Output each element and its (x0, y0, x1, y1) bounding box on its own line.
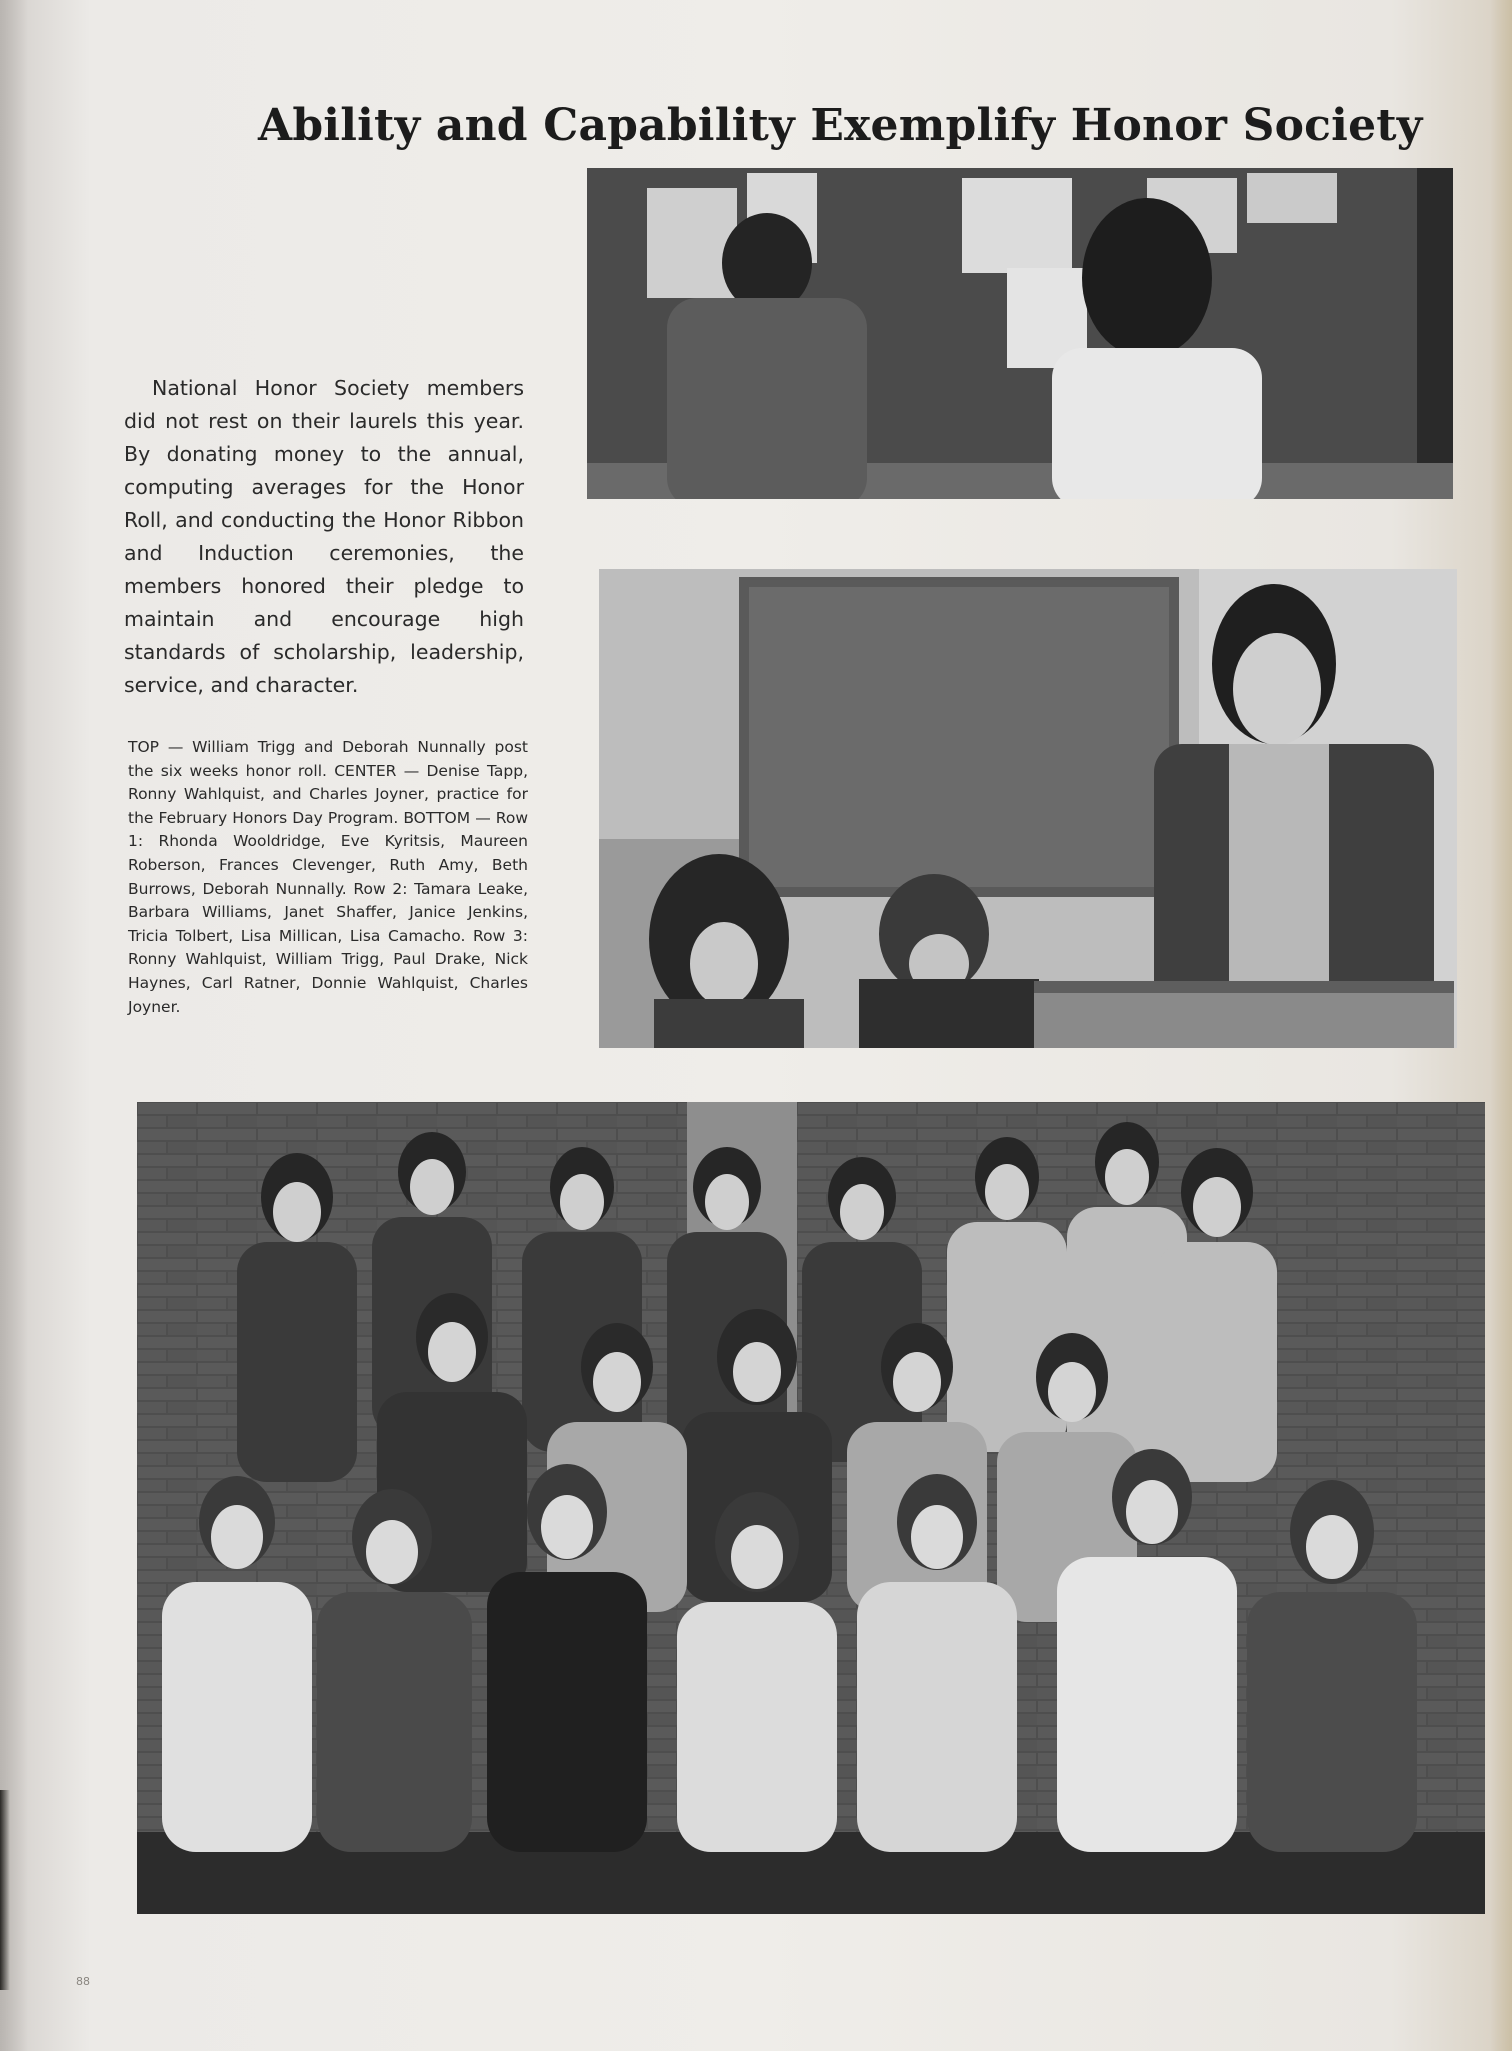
photo-top-image (587, 168, 1453, 499)
page-title: Ability and Capability Exemplify Honor Society (258, 100, 1423, 151)
photo-top-bulletin-board (587, 168, 1453, 499)
photo-bottom-image (137, 1102, 1485, 1914)
photo-center-lectern (599, 569, 1457, 1048)
page-number: 88 (76, 1975, 90, 1988)
photo-center-image (599, 569, 1457, 1048)
binding-shadow (0, 0, 28, 2051)
photo-bottom-group-portrait (137, 1102, 1485, 1914)
binding-edge (0, 1790, 10, 1990)
photo-caption: TOP — William Trigg and Deborah Nunnally post the six weeks honor roll. CENTER — Denise Tapp, Ronny Wahlquist, and Charles Joyner, practice for the February Honors Day Program. BOTTOM — Row 1: Rhonda Wooldridge, Eve Kyritsis, Maureen Roberson, Frances Clevenger, Ruth Amy, Beth Burrows, Deborah Nunnally. Row 2: Tamara Leake, Barbara Williams, Janet Shaffer, Janice Jenkins, Tricia Tolbert, Lisa Millican, Lisa Camacho. Row 3: Ronny Wahlquist, William Trigg, Paul Drake, Nick Haynes, Carl Ratner, Donnie Wahlquist, Charles Joyner. (128, 738, 528, 1016)
page-edge (1490, 0, 1512, 2051)
body-paragraph: National Honor Society members did not rest on their laurels this year. By donating money to the annual, computing averages for the Honor Roll, and conducting the Honor Ribbon and Induction ceremonies, the members honored their pledge to maintain and encourage high standards of scholarship, leadership, service, and character. (124, 376, 524, 697)
